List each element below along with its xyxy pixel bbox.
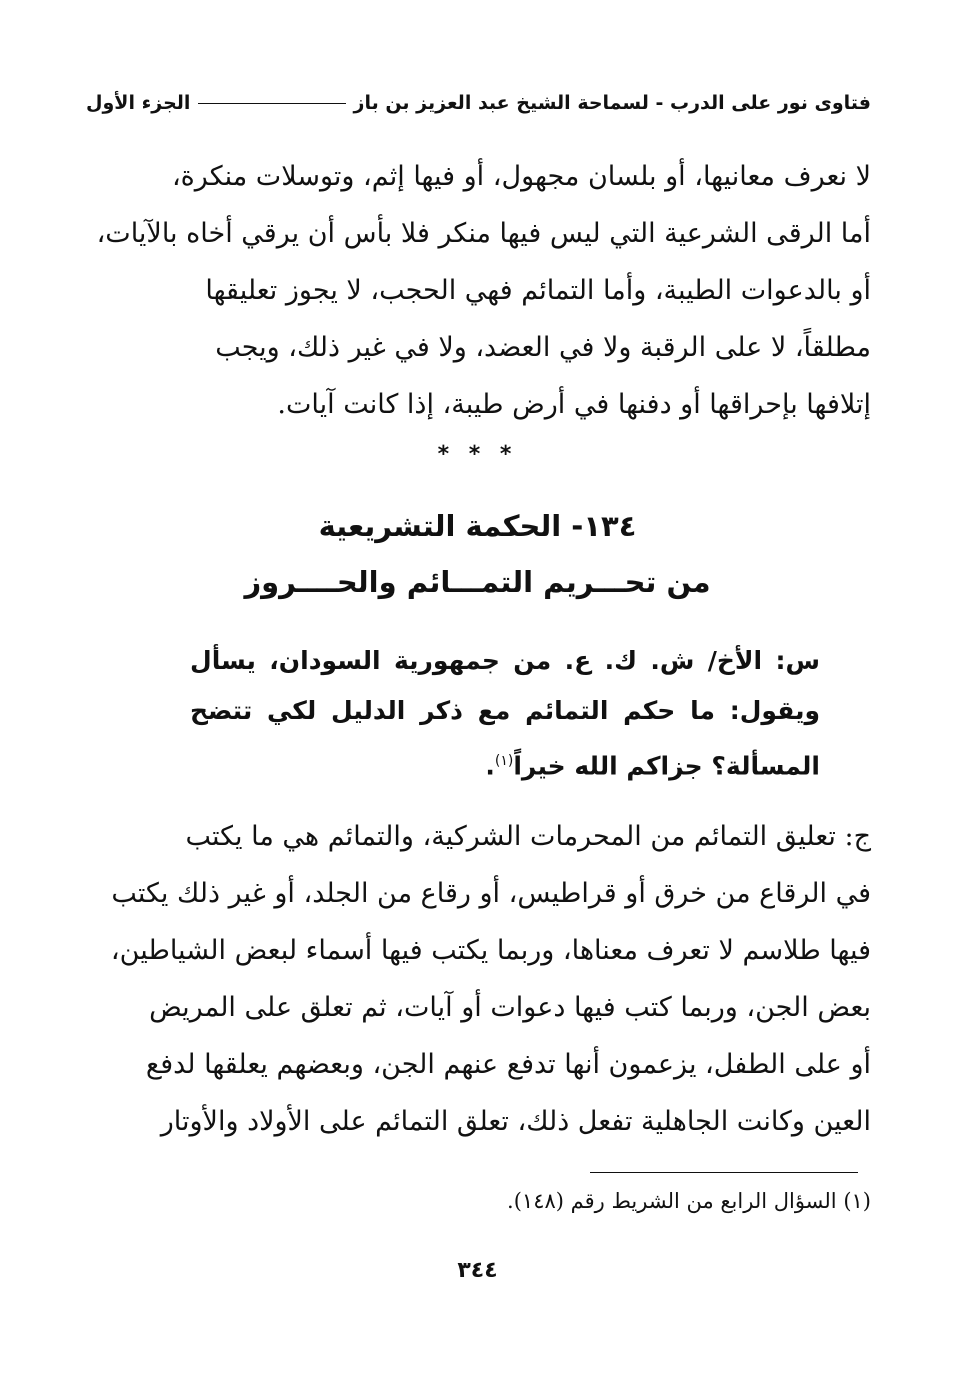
author-credit: - لسماحة الشيخ عبد العزيز بن باز (353, 92, 664, 114)
text-line: ج: تعليق التمائم من المحرمات الشركية، والتمائم هي ما يكتب (185, 821, 871, 852)
question-end: . (485, 751, 495, 781)
section-separator: * * * (437, 442, 518, 467)
header-rule (198, 103, 345, 104)
text-line: أو بالدعوات الطيبة، وأما التمائم فهي الحجب، لا يجوز تعليقها (205, 275, 871, 306)
text-line: لا نعرف معانيها، أو بلسان مجهول، أو فيها إثم، وتوسلات منكرة، (171, 161, 871, 192)
text-line: مطلقاً، لا على الرقبة ولا في العضد، ولا في غير ذلك، ويجب (215, 332, 871, 363)
footnote-divider (590, 1172, 858, 1173)
text-line: أو على الطفل، يزعمون أنها تدفع عنهم الجن، وبعضهم يعلقها لدفع (145, 1049, 871, 1080)
text-line: أما الرقى الشرعية التي ليس فيها منكر فلا بأس أن يرقي أخاه بالآيات، (96, 218, 871, 249)
footnote-reference[interactable]: (١) (494, 753, 514, 769)
intro-paragraph (86, 148, 871, 433)
question-text: س: الأخ/ ش. ك. ع. من جمهورية السودان، يسأل ويقول: ما حكم التمائم مع ذكر الدليل لكي تتضح المسألة؟ جزاكم الله خيراً (190, 646, 820, 781)
text-line: فيها طلاسم لا تعرف معناها، وربما يكتب فيها أسماء لبعض الشياطين، (110, 935, 871, 966)
section-title (0, 498, 955, 610)
running-header (86, 86, 871, 120)
part-label: الجزء الأول (86, 92, 191, 114)
page-number: ٣٤٤ (457, 1258, 498, 1283)
text-line: إتلافها بإحراقها أو دفنها في أرض طيبة، إذا كانت آيات. (277, 389, 871, 420)
text-line: في الرقاع من خرق أو قراطيس، أو رقاع من الجلد، أو غير ذلك يكتب (111, 878, 871, 909)
section-title-line-2: من تحـــريم التمـــائم والحــــروز (244, 565, 711, 599)
answer-paragraph (86, 808, 871, 1150)
book-title: فتاوى نور على الدرب (670, 92, 871, 114)
footnote: (١) السؤال الرابع من الشريط رقم (١٤٨). (507, 1189, 871, 1213)
text-line: العين وكانت الجاهلية تفعل ذلك، تعلق التمائم على الأولاد والأوتار (160, 1106, 871, 1137)
text-line: بعض الجن، وربما كتب فيها دعوات أو آيات، ثم تعلق على المريض (149, 992, 871, 1023)
question-paragraph (190, 636, 820, 791)
section-title-line-1: ١٣٤- الحكمة التشريعية (318, 509, 637, 543)
